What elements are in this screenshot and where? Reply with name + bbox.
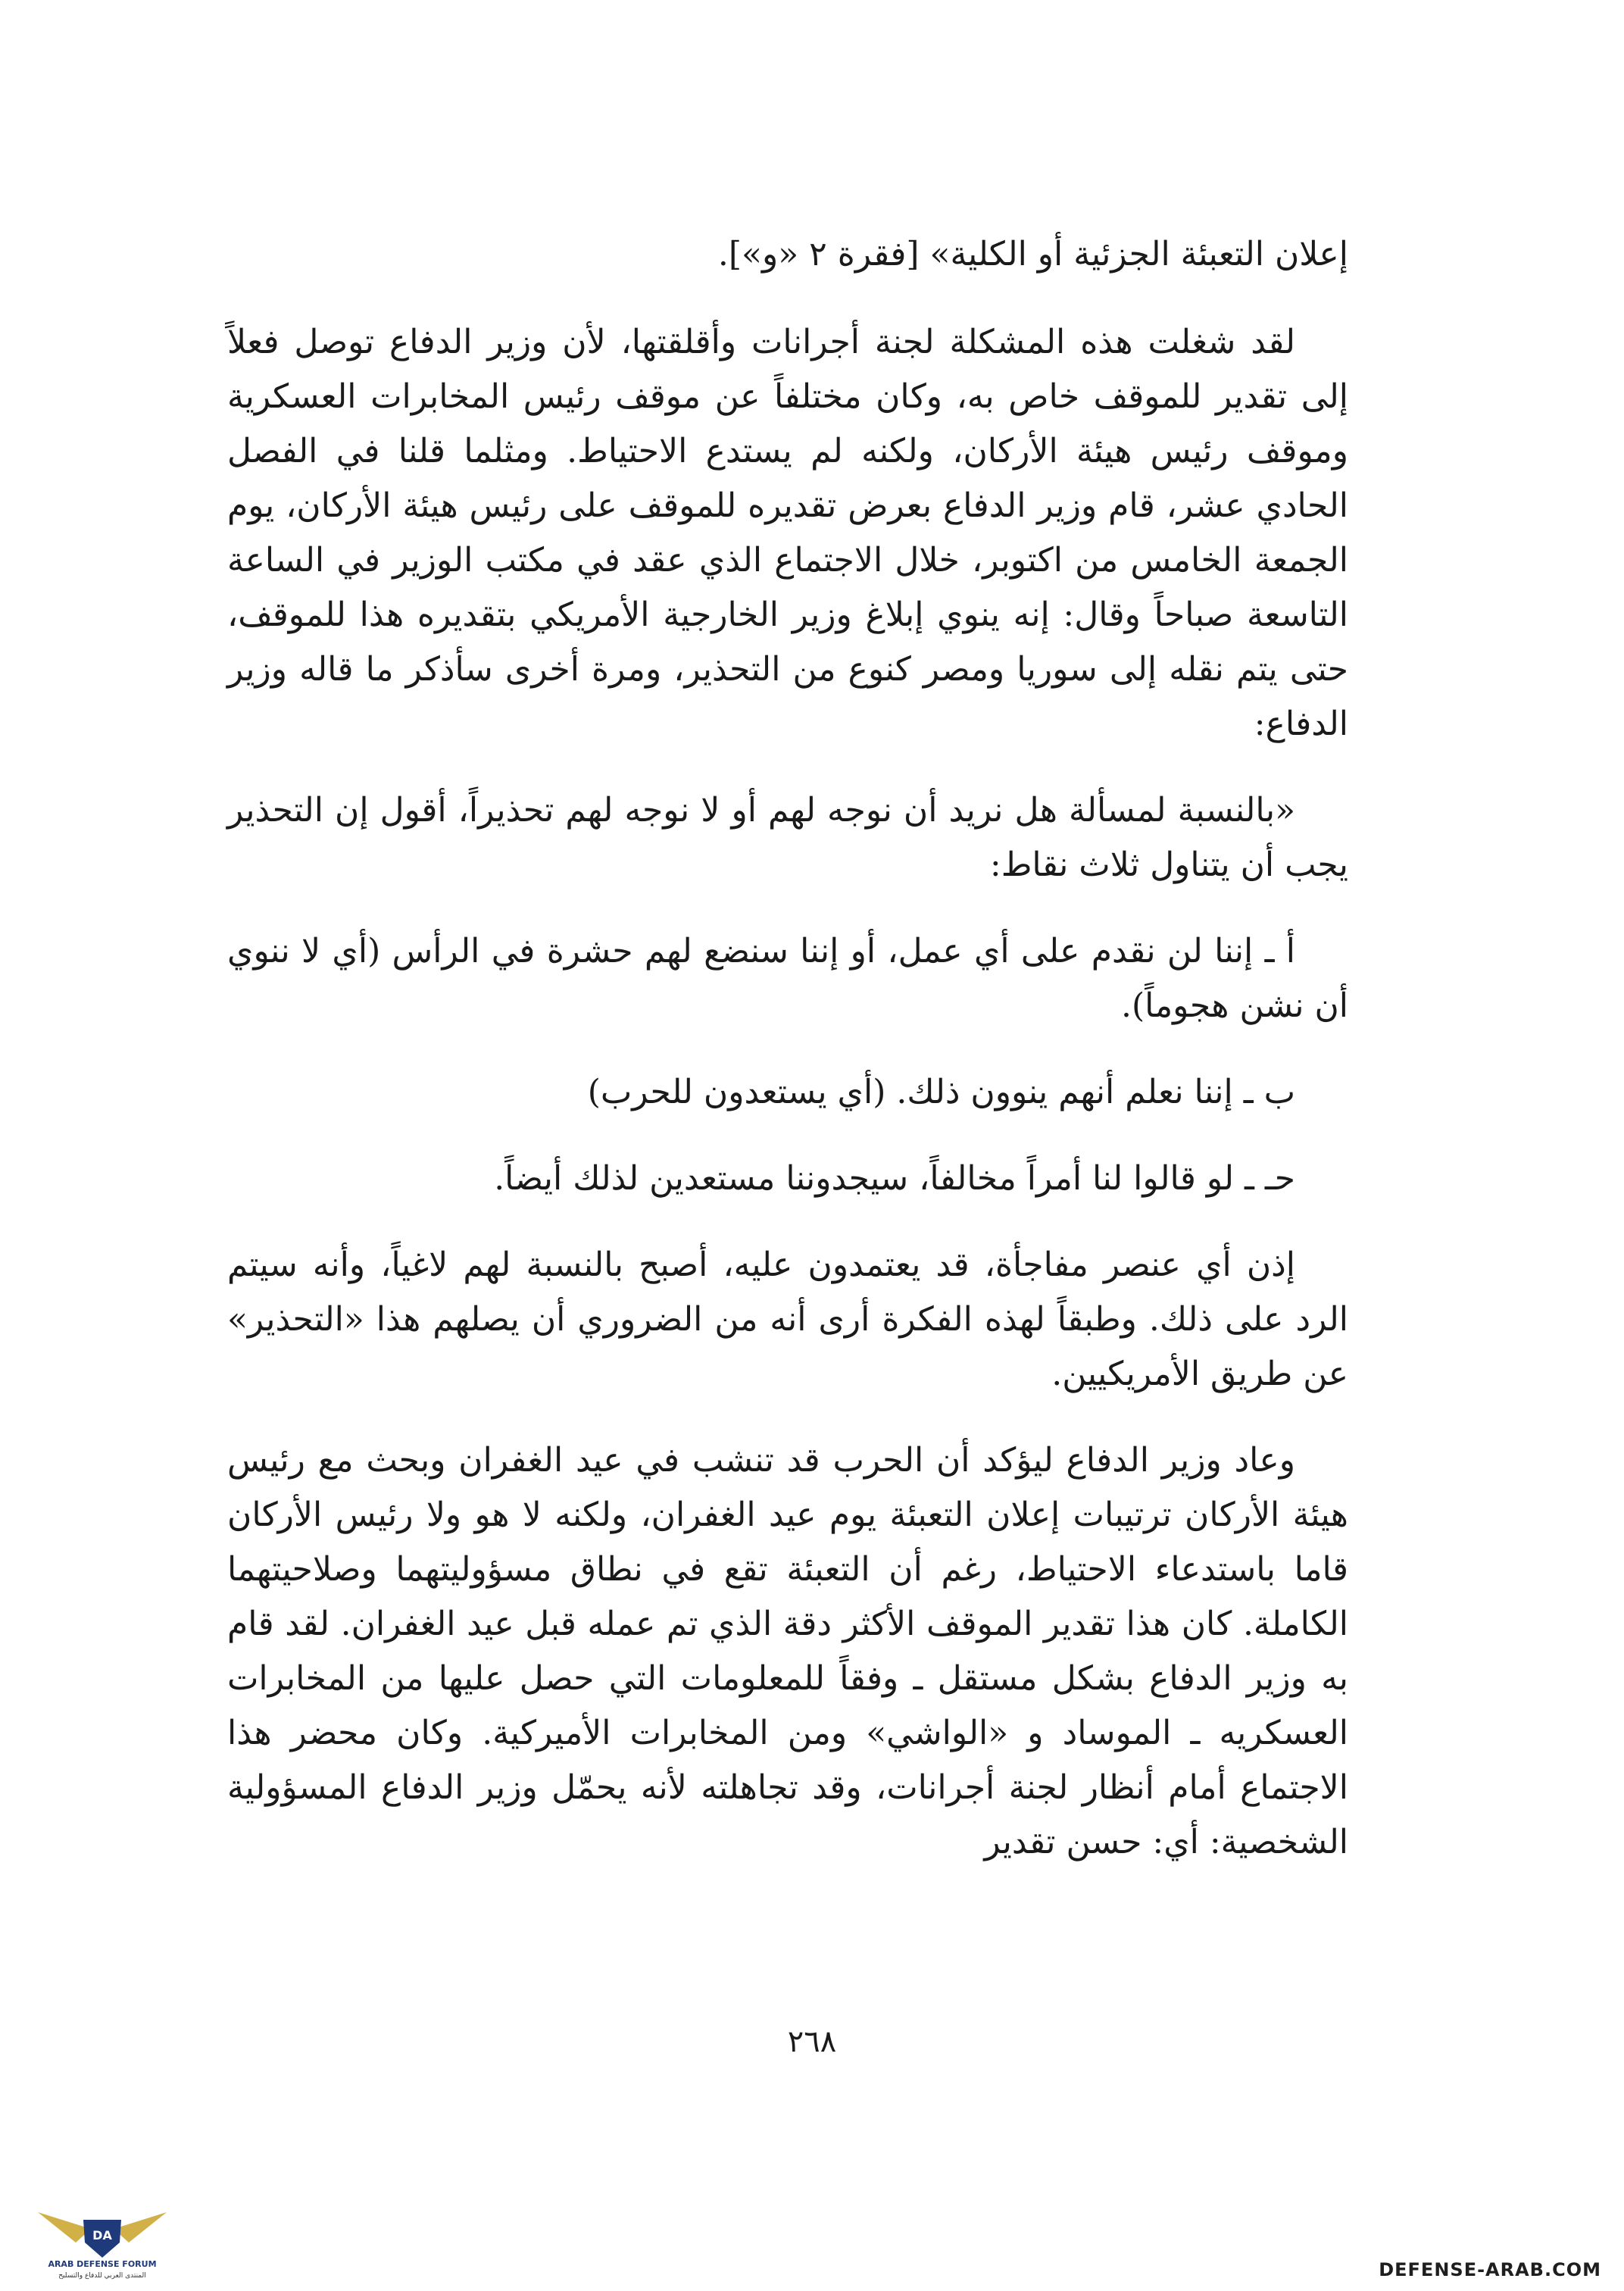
quote-point-c: حـ ـ لو قالوا لنا أمراً مخالفاً، سيجدوننا مستعدين لذلك أيضاً. xyxy=(494,1159,1295,1198)
forum-logo-icon xyxy=(30,2189,174,2280)
page-number: ٢٦٨ xyxy=(787,2024,837,2059)
paragraph-continuation: إعلان التعبئة الجزئية أو الكلية» [فقرة ٢ «و»]. xyxy=(717,235,1348,273)
paragraph-defense-minister-assessment: لقد شغلت هذه المشكلة لجنة أجرانات وأقلقتها، لأن وزير الدفاع توصل فعلاً إلى تقدير للموقف خاص به، وكان مختلفاً عن موقف رئيس المخابرات العسكرية وموقف رئيس هيئة الأركان، ولكنه لم يستدع الاحتياط. ومثلما قلنا في الفصل الحادي عشر، قام وزير الدفاع بعرض تقديره للموقف على رئيس هيئة الأركان، يوم الجمعة الخامس من اكتوبر، خلال الاجتماع الذي عقد في مكتب الوزير في الساعة التاسعة صباحاً وقال: إنه ينوي إبلاغ وزير الخارجية الأمريكي بتقديره هذا للموقف، حتى يتم نقله إلى سوريا ومصر كنوع من التحذير، ومرة أخرى سأذكر ما قاله وزير الدفاع: xyxy=(227,323,1348,743)
quote-conclusion: إذن أي عنصر مفاجأة، قد يعتمدون عليه، أصبح بالنسبة لهم لاغياً، وأنه سيتم الرد على ذلك. وطبقاً لهذه الفكرة أرى أنه من الضروري أن يصلهم هذا «التحذير» عن طريق الأمريكيين. xyxy=(227,1246,1348,1393)
logo-left-wing xyxy=(38,2212,91,2243)
paragraph-yom-kippur: وعاد وزير الدفاع ليؤكد أن الحرب قد تنشب في عيد الغفران وبحث مع رئيس هيئة الأركان ترتيبات إعلان التعبئة يوم عيد الغفران، ولكنه لا هو ولا رئيس الأركان قاما باستدعاء الاحتياط، رغم أن التعبئة تقع في نطاق مسؤوليتهما وصلاحيتهما الكاملة. كان هذا تقدير الموقف الأكثر دقة الذي تم عمله قبل عيد الغفران. لقد قام به وزير الدفاع بشكل مستقل ـ وفقاً للمعلومات التي حصل عليها من المخابرات العسكريه ـ الموساد و «الواشي» ومن المخابرات الأميركية. وكان محضر هذا الاجتماع أمام أنظار لجنة أجرانات، وقد تجاهلته لأنه يحمّل وزير الدفاع المسؤولية الشخصية: أي: حسن تقدير xyxy=(227,1441,1348,1861)
quote-point-a: أ ـ إننا لن نقدم على أي عمل، أو إننا سنضع لهم حشرة في الرأس (أي لا ننوي أن نشن هجوماً). xyxy=(227,932,1348,1025)
page-body xyxy=(227,227,1348,1870)
logo-right-wing xyxy=(114,2212,167,2243)
quote-point-b: ب ـ إننا نعلم أنهم ينوون ذلك. (أي يستعدون للحرب) xyxy=(587,1073,1295,1111)
logo-caption-arabic: المنتدى العربي للدفاع والتسليح xyxy=(58,2272,146,2280)
site-watermark: DEFENSE-ARAB.COM xyxy=(1379,2259,1601,2280)
quote-warning-intro: «بالنسبة لمسألة هل نريد أن نوجه لهم أو لا نوجه لهم تحذيراً، أقول إن التحذير يجب أن يتناول ثلاث نقاط: xyxy=(227,791,1348,884)
logo-caption-english: ARAB DEFENSE FORUM xyxy=(48,2259,157,2269)
logo-initials: DA xyxy=(92,2228,112,2243)
